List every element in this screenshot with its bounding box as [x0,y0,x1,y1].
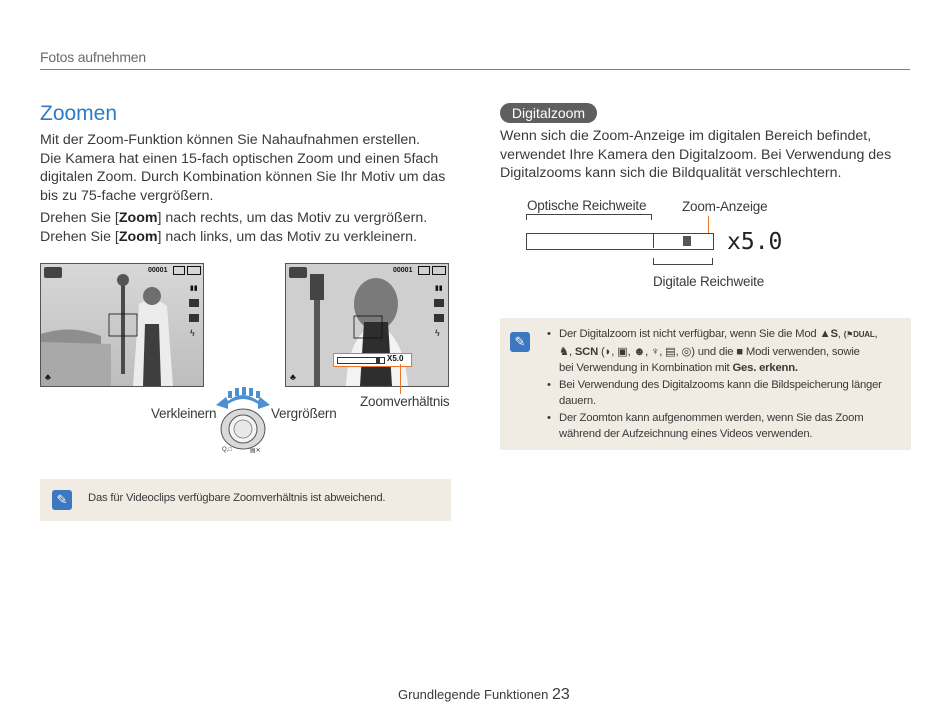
scn-mode-label: SCN [574,345,599,358]
zoom-key: Zoom [118,210,158,226]
zoom-readout: X5.0 [387,354,404,363]
dial-wide-mark: Q,□ [222,447,232,453]
zoom-dial-icon [210,385,276,457]
memory-icon [173,266,185,275]
scene-mode-icon: ♣ [45,372,51,382]
quality-icon [189,299,199,307]
dual-is-mode-icon: (⚑DUAL [843,330,875,339]
quality-icon [434,299,444,307]
intro-line: bis zu 75-fache vergrößern. [40,187,214,204]
zoom-in-label: Vergrößern [271,406,337,421]
zoom-readout-large: x5.0 [727,229,783,255]
indicator-callout-line [708,216,709,234]
note-bullet: • Der Zoomton kann aufgenommen werden, wenn Sie das Zoom während der Aufzeichnung eines Videos verwenden. [547,410,903,443]
battery-icon [187,266,201,275]
zoom-out-label: Verkleinern [151,406,217,421]
digitalzoom-line: Wenn sich die Zoom-Anzeige im digitalen Bereich befindet, [500,128,872,144]
note-icon: ✎ [52,490,72,510]
digitalzoom-note [500,318,911,450]
optical-bracket-left [526,214,527,220]
memory-icon [418,266,430,275]
metering-icon [189,314,199,322]
note-bullet: • Bei Verwendung des Digitalzooms kann die Bildspeicherung länger dauern. [547,377,903,410]
zoom-indicator-label: Zoom-Anzeige [682,199,768,214]
digitalzoom-line: verwendet Ihre Kamera den Digitalzoom. Bei Verwendung des [500,146,892,163]
digital-bracket-left [653,258,654,264]
dial-tele-mark: ▤✕ [250,448,261,454]
resolution-icon: ▮▮ [435,285,443,292]
zoom-indicator-marker [683,236,691,246]
digital-bracket [653,264,713,265]
footer [398,686,570,704]
intro-line: Die Kamera hat einen 15-fach optischen Zoom und einen 5fach [40,150,439,167]
beauty-shot-icon: ♞ [559,345,569,358]
zoom-bar [337,357,385,364]
zoom-instructions [40,209,460,246]
intro-line: Mit der Zoom-Funktion können Sie Nahaufnahmen erstellen. [40,132,421,148]
intro-paragraph [40,131,460,205]
note-bullets [547,326,903,443]
digitalzoom-paragraph [500,127,910,183]
optical-digital-divider [653,234,654,248]
zoom-indicator [376,358,380,363]
optical-bracket-right [651,214,652,220]
resolution-icon: ▮▮ [190,285,198,292]
digital-range-label: Digitale Reichweite [653,274,765,289]
movie-mode-icon: ■ [736,345,743,358]
zoom-ratio-label: Zoomverhältnis [360,394,450,409]
camera-screen-wide [40,263,204,387]
optical-bracket [526,214,652,215]
zoom-range-bar [526,233,714,250]
video-zoom-note [40,479,451,521]
digital-bracket-right [712,258,713,264]
camera-mode-icon [289,267,307,278]
flash-icon: ϟ [435,328,440,338]
scene-zoomed-image [286,264,448,386]
digitalzoom-heading: Digitalzoom [500,103,597,123]
optical-range-label: Optische Reichweite [527,198,647,213]
face-detection-term: Ges. erkenn. [732,362,798,374]
camera-mode-icon [44,267,62,278]
camera-screen-zoomed [285,263,449,387]
metering-icon [434,314,444,322]
callout-line [400,364,401,394]
battery-icon [432,266,446,275]
shot-counter: 00001 [148,267,168,274]
section-header: Fotos aufnehmen [40,49,146,65]
zoom-in-instruction: Drehen Sie [Zoom] nach rechts, um das Motiv zu vergrößern. [40,210,428,226]
note-bullet: • Der Digitalzoom ist nicht verfügbar, wenn Sie die Mod ▲S, (⚑DUAL, ♞, SCN (◗, ▣, ☻, ♆, ▤, ◎) und die ■ Modi verwenden, sowie bei Verwendung in Kombination mit Ges. erkenn. [547,326,903,377]
scene-wide-image [41,264,203,386]
flash-icon: ϟ [190,328,195,338]
page-number: 23 [551,686,570,703]
digitalzoom-line: Digitalzooms kann sich die Bildqualität verschlechtern. [500,165,842,181]
intro-line: digitalen Zoom. Durch Kombination können Sie Ihr Motiv um das [40,169,446,185]
page-title: Zoomen [40,102,118,125]
zoom-key: Zoom [118,228,158,245]
smart-auto-mode-icon: ▲S [819,328,838,340]
header-rule [40,69,910,70]
footer-chapter: Grundlegende Funktionen [398,687,549,702]
note-text: Das für Videoclips verfügbare Zoomverhältnis ist abweichend. [88,492,386,504]
scene-icons: ◗, ▣, ☻, ♆, ▤, ◎ [604,345,692,358]
note-icon: ✎ [510,332,530,352]
scene-mode-icon: ♣ [290,372,296,382]
zoom-out-instruction: Drehen Sie [Zoom] nach links, um das Motiv zu verkleinern. [40,228,417,245]
shot-counter: 00001 [393,267,413,274]
